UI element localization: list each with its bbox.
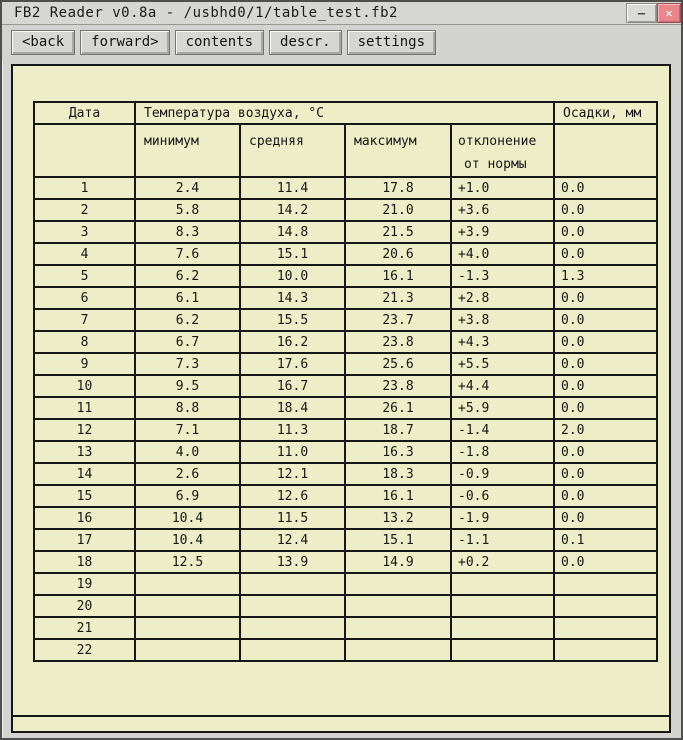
cell-temp-max: 16.1 bbox=[345, 265, 451, 287]
cell-precipitation: 0.0 bbox=[554, 199, 657, 221]
cell-precipitation bbox=[554, 573, 657, 595]
cell-temp-max: 23.7 bbox=[345, 309, 451, 331]
cell-date: 11 bbox=[34, 397, 135, 419]
cell-temp-max: 17.8 bbox=[345, 177, 451, 199]
header-minimum: минимум bbox=[135, 124, 240, 177]
cell-temp-max bbox=[345, 617, 451, 639]
forward-button[interactable]: forward> bbox=[80, 30, 169, 55]
cell-temp-avg: 15.5 bbox=[240, 309, 345, 331]
table-row bbox=[34, 177, 657, 199]
cell-date: 6 bbox=[34, 287, 135, 309]
cell-precipitation: 0.0 bbox=[554, 463, 657, 485]
header-temperature-group: Температура воздуха, °C bbox=[135, 102, 554, 124]
cell-deviation bbox=[451, 617, 554, 639]
cell-deviation: +3.9 bbox=[451, 221, 554, 243]
cell-temp-max bbox=[345, 639, 451, 661]
table-header bbox=[34, 102, 657, 177]
table-row bbox=[34, 199, 657, 221]
cell-date: 20 bbox=[34, 595, 135, 617]
cell-date: 22 bbox=[34, 639, 135, 661]
table-row bbox=[34, 375, 657, 397]
cell-precipitation bbox=[554, 595, 657, 617]
cell-temp-avg bbox=[240, 639, 345, 661]
cell-temp-min bbox=[135, 595, 240, 617]
cell-temp-min: 7.3 bbox=[135, 353, 240, 375]
cell-deviation: +5.9 bbox=[451, 397, 554, 419]
cell-deviation: -0.9 bbox=[451, 463, 554, 485]
cell-date: 15 bbox=[34, 485, 135, 507]
table-row bbox=[34, 529, 657, 551]
cell-temp-avg bbox=[240, 595, 345, 617]
cell-temp-min: 6.7 bbox=[135, 331, 240, 353]
cell-temp-avg: 12.1 bbox=[240, 463, 345, 485]
cell-deviation: +3.8 bbox=[451, 309, 554, 331]
cell-temp-max: 13.2 bbox=[345, 507, 451, 529]
cell-deviation: +4.4 bbox=[451, 375, 554, 397]
cell-deviation: -1.8 bbox=[451, 441, 554, 463]
cell-date: 1 bbox=[34, 177, 135, 199]
cell-precipitation: 0.0 bbox=[554, 507, 657, 529]
cell-temp-min bbox=[135, 617, 240, 639]
cell-temp-max: 18.7 bbox=[345, 419, 451, 441]
cell-temp-max bbox=[345, 595, 451, 617]
cell-deviation bbox=[451, 595, 554, 617]
cell-temp-avg: 16.7 bbox=[240, 375, 345, 397]
cell-precipitation: 2.0 bbox=[554, 419, 657, 441]
table-row bbox=[34, 595, 657, 617]
cell-deviation: -1.1 bbox=[451, 529, 554, 551]
cell-temp-avg: 11.5 bbox=[240, 507, 345, 529]
cell-precipitation bbox=[554, 639, 657, 661]
cell-deviation: -1.9 bbox=[451, 507, 554, 529]
cell-temp-avg bbox=[240, 573, 345, 595]
header-date-empty bbox=[34, 124, 135, 177]
cell-temp-min: 8.8 bbox=[135, 397, 240, 419]
cell-temp-min: 8.3 bbox=[135, 221, 240, 243]
table-body bbox=[34, 177, 657, 661]
cell-temp-max: 14.9 bbox=[345, 551, 451, 573]
table-row bbox=[34, 353, 657, 375]
table-row bbox=[34, 221, 657, 243]
cell-temp-max: 16.3 bbox=[345, 441, 451, 463]
cell-temp-max: 15.1 bbox=[345, 529, 451, 551]
close-button[interactable] bbox=[657, 3, 681, 23]
window-title: FB2 Reader v0.8a - /usbhd0/1/table_test.fb2 bbox=[14, 5, 398, 21]
cell-date: 12 bbox=[34, 419, 135, 441]
cell-precipitation bbox=[554, 617, 657, 639]
table-row bbox=[34, 617, 657, 639]
minimize-icon: – bbox=[637, 6, 646, 20]
cell-temp-min: 12.5 bbox=[135, 551, 240, 573]
table-row bbox=[34, 463, 657, 485]
cell-temp-min: 6.2 bbox=[135, 309, 240, 331]
cell-temp-min: 6.9 bbox=[135, 485, 240, 507]
table-row bbox=[34, 485, 657, 507]
cell-temp-max: 23.8 bbox=[345, 375, 451, 397]
cell-temp-min: 7.1 bbox=[135, 419, 240, 441]
cell-temp-avg: 12.4 bbox=[240, 529, 345, 551]
cell-temp-avg: 11.0 bbox=[240, 441, 345, 463]
header-deviation-line2: от нормы bbox=[464, 157, 527, 172]
cell-precipitation: 0.0 bbox=[554, 353, 657, 375]
table-row bbox=[34, 287, 657, 309]
cell-deviation: +1.0 bbox=[451, 177, 554, 199]
cell-temp-avg bbox=[240, 617, 345, 639]
cell-date: 5 bbox=[34, 265, 135, 287]
cell-temp-max: 21.0 bbox=[345, 199, 451, 221]
cell-deviation: +0.2 bbox=[451, 551, 554, 573]
header-row-sub bbox=[34, 124, 657, 177]
cell-precipitation: 1.3 bbox=[554, 265, 657, 287]
table-row bbox=[34, 397, 657, 419]
cell-temp-min bbox=[135, 573, 240, 595]
cell-precipitation: 0.0 bbox=[554, 221, 657, 243]
cell-temp-avg: 14.2 bbox=[240, 199, 345, 221]
header-date: Дата bbox=[34, 102, 135, 124]
table-row bbox=[34, 309, 657, 331]
cell-date: 4 bbox=[34, 243, 135, 265]
page bbox=[13, 66, 669, 715]
cell-temp-avg: 10.0 bbox=[240, 265, 345, 287]
header-row-groups bbox=[34, 102, 657, 124]
cell-date: 14 bbox=[34, 463, 135, 485]
cell-deviation bbox=[451, 639, 554, 661]
cell-temp-avg: 16.2 bbox=[240, 331, 345, 353]
settings-button[interactable]: settings bbox=[347, 30, 436, 55]
cell-temp-avg: 14.8 bbox=[240, 221, 345, 243]
cell-temp-avg: 14.3 bbox=[240, 287, 345, 309]
header-precipitation: Осадки, мм bbox=[554, 102, 657, 124]
cell-temp-min: 7.6 bbox=[135, 243, 240, 265]
cell-precipitation: 0.0 bbox=[554, 375, 657, 397]
cell-temp-max: 18.3 bbox=[345, 463, 451, 485]
cell-deviation: -1.4 bbox=[451, 419, 554, 441]
cell-date: 21 bbox=[34, 617, 135, 639]
cell-temp-max: 23.8 bbox=[345, 331, 451, 353]
table-row bbox=[34, 265, 657, 287]
header-maximum: максимум bbox=[345, 124, 451, 177]
cell-date: 17 bbox=[34, 529, 135, 551]
cell-temp-avg: 17.6 bbox=[240, 353, 345, 375]
weather-table bbox=[33, 101, 658, 662]
cell-temp-min: 10.4 bbox=[135, 529, 240, 551]
cell-temp-max bbox=[345, 573, 451, 595]
cell-precipitation: 0.0 bbox=[554, 551, 657, 573]
cell-temp-avg: 18.4 bbox=[240, 397, 345, 419]
cell-temp-avg: 12.6 bbox=[240, 485, 345, 507]
table-row bbox=[34, 551, 657, 573]
cell-precipitation: 0.1 bbox=[554, 529, 657, 551]
cell-precipitation: 0.0 bbox=[554, 177, 657, 199]
cell-deviation: +3.6 bbox=[451, 199, 554, 221]
table-row bbox=[34, 639, 657, 661]
header-precip-empty bbox=[554, 124, 657, 177]
cell-temp-avg: 11.3 bbox=[240, 419, 345, 441]
cell-temp-max: 21.3 bbox=[345, 287, 451, 309]
cell-temp-min: 4.0 bbox=[135, 441, 240, 463]
table-row bbox=[34, 419, 657, 441]
toolbar bbox=[2, 25, 681, 61]
cell-temp-max: 16.1 bbox=[345, 485, 451, 507]
cell-temp-min: 9.5 bbox=[135, 375, 240, 397]
cell-precipitation: 0.0 bbox=[554, 485, 657, 507]
table-row bbox=[34, 573, 657, 595]
cell-temp-min bbox=[135, 639, 240, 661]
table-row bbox=[34, 507, 657, 529]
contents-button[interactable]: contents bbox=[175, 30, 264, 55]
back-button[interactable]: <back bbox=[11, 30, 75, 55]
cell-deviation: -1.3 bbox=[451, 265, 554, 287]
cell-deviation: +5.5 bbox=[451, 353, 554, 375]
content-area bbox=[11, 64, 671, 733]
cell-temp-max: 21.5 bbox=[345, 221, 451, 243]
table-row bbox=[34, 331, 657, 353]
cell-date: 10 bbox=[34, 375, 135, 397]
cell-precipitation: 0.0 bbox=[554, 397, 657, 419]
cell-date: 7 bbox=[34, 309, 135, 331]
cell-temp-min: 6.1 bbox=[135, 287, 240, 309]
table-row bbox=[34, 243, 657, 265]
cell-precipitation: 0.0 bbox=[554, 287, 657, 309]
cell-temp-max: 26.1 bbox=[345, 397, 451, 419]
descr-button[interactable]: descr. bbox=[269, 30, 342, 55]
minimize-button[interactable] bbox=[626, 3, 657, 23]
cell-temp-min: 5.8 bbox=[135, 199, 240, 221]
cell-date: 3 bbox=[34, 221, 135, 243]
cell-date: 13 bbox=[34, 441, 135, 463]
cell-date: 16 bbox=[34, 507, 135, 529]
cell-date: 9 bbox=[34, 353, 135, 375]
close-icon: ✕ bbox=[665, 6, 673, 20]
cell-temp-max: 20.6 bbox=[345, 243, 451, 265]
cell-deviation: -0.6 bbox=[451, 485, 554, 507]
header-average: средняя bbox=[240, 124, 345, 177]
cell-temp-min: 10.4 bbox=[135, 507, 240, 529]
cell-temp-min: 2.4 bbox=[135, 177, 240, 199]
titlebar bbox=[2, 2, 681, 25]
header-deviation bbox=[451, 124, 554, 177]
cell-date: 2 bbox=[34, 199, 135, 221]
cell-date: 19 bbox=[34, 573, 135, 595]
cell-date: 8 bbox=[34, 331, 135, 353]
cell-temp-avg: 13.9 bbox=[240, 551, 345, 573]
cell-deviation bbox=[451, 573, 554, 595]
cell-temp-avg: 15.1 bbox=[240, 243, 345, 265]
cell-deviation: +4.0 bbox=[451, 243, 554, 265]
status-bar bbox=[13, 715, 669, 731]
cell-deviation: +4.3 bbox=[451, 331, 554, 353]
cell-temp-min: 2.6 bbox=[135, 463, 240, 485]
cell-temp-max: 25.6 bbox=[345, 353, 451, 375]
header-deviation-line1: отклонение bbox=[458, 134, 537, 149]
cell-date: 18 bbox=[34, 551, 135, 573]
cell-precipitation: 0.0 bbox=[554, 243, 657, 265]
cell-deviation: +2.8 bbox=[451, 287, 554, 309]
table-row bbox=[34, 441, 657, 463]
cell-temp-avg: 11.4 bbox=[240, 177, 345, 199]
cell-precipitation: 0.0 bbox=[554, 309, 657, 331]
cell-precipitation: 0.0 bbox=[554, 441, 657, 463]
cell-temp-min: 6.2 bbox=[135, 265, 240, 287]
cell-precipitation: 0.0 bbox=[554, 331, 657, 353]
